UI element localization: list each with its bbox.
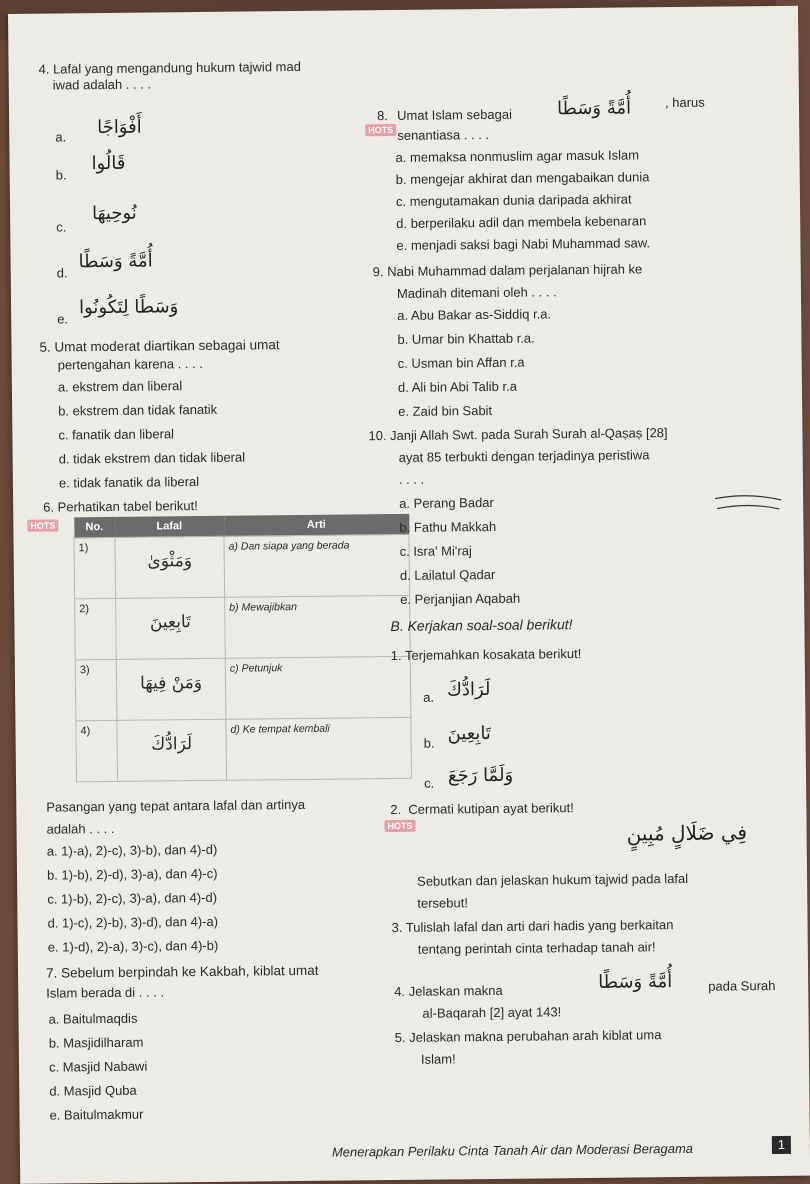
- q4-option-d-arabic: أُمَّةً وَسَطًا: [78, 250, 153, 273]
- section-b-q1-c-arabic: وَلَمَّا رَجَعَ: [447, 764, 514, 787]
- section-b-q2-number: 2.: [390, 801, 402, 818]
- q10-stem-line1: 10. Janji Allah Swt. pada Surah Surah al-Qaṣaṣ [28]: [368, 425, 668, 444]
- table-row: [74, 534, 410, 599]
- q10-stem-line2: ayat 85 terbukti dengan terjadinya peristiwa: [398, 447, 650, 465]
- q8-option-e: e. menjadi saksi bagi Nabi Muhammad saw.: [396, 235, 651, 253]
- q8-option-d: d. berperilaku adil dan membela kebenaran: [396, 213, 647, 231]
- section-b-title: B. Kerjakan soal-soal berikut!: [390, 616, 573, 635]
- q7-option-e: e. Baitulmakmur: [49, 1106, 144, 1123]
- q6-table: [73, 514, 412, 783]
- q6-row1-lafal: وَمَثْوَىٰ: [147, 551, 193, 572]
- q6-row3-lafal: وَمَنْ فِيهَا: [139, 673, 203, 694]
- q7-stem-line1: 7. Sebelum berpindah ke Kakbah, kiblat umat: [45, 962, 319, 981]
- q10-option-b: b. Fathu Makkah: [399, 518, 497, 535]
- q6-hots-badge: HOTS: [27, 520, 58, 532]
- section-b-q1-b-label: b.: [423, 735, 435, 751]
- q4-option-e-label: e.: [57, 311, 69, 327]
- q9-option-d: d. Ali bin Abi Talib r.a: [397, 378, 518, 395]
- section-b-q2-stem: Cermati kutipan ayat berikut!: [408, 800, 574, 817]
- q10-option-d: d. Lailatul Qadar: [399, 566, 496, 583]
- section-b-q2-arabic: فِي ضَلَالٍ مُبِينٍ: [626, 820, 748, 846]
- section-b-q1-a-arabic: لَرَادُّكَ: [446, 678, 491, 701]
- q6-option-b: b. 1)-b), 2)-d), 3)-a), dan 4)-c): [46, 865, 218, 883]
- q6-header-lafal: Lafal: [115, 516, 224, 538]
- q6-after-line2: adalah . . . .: [46, 820, 115, 837]
- q9-option-e: e. Zaid bin Sabit: [398, 402, 493, 419]
- q6-row3-no: 3): [75, 659, 117, 720]
- q4-stem-line1: 4. Lafal yang mengandung hukum tajwid mad: [38, 58, 301, 77]
- q9-option-a: a. Abu Bakar as-Siddiq r.a.: [397, 306, 552, 323]
- section-b-q1-stem: 1. Terjemahkan kosakata berikut!: [390, 646, 582, 664]
- q7-option-a: a. Baitulmaqdis: [48, 1010, 138, 1027]
- q10-option-e: e. Perjanjian Aqabah: [400, 590, 521, 607]
- q9-stem-line1: 9. Nabi Muhammad dalam perjalanan hijrah ke: [372, 261, 643, 280]
- q6-stem: 6. Perhatikan tabel berikut!: [43, 498, 198, 515]
- section-b-q1-c-label: c.: [423, 775, 435, 791]
- section-b-q4-stem-a: 4. Jelaskan makna: [394, 982, 503, 1000]
- q6-option-a: a. 1)-a), 2)-c), 3)-b), dan 4)-d): [46, 841, 218, 859]
- book-page: [8, 6, 810, 1184]
- section-b-q4-arabic: أُمَّةً وَسَطًا: [598, 971, 673, 993]
- q6-header-no: No.: [74, 517, 115, 538]
- q6-option-e: e. 1)-d), 2)-a), 3)-c), dan 4)-b): [47, 937, 219, 955]
- q8-stem-b: , harus: [664, 94, 705, 111]
- q6-row3-arti: c) Petunjuk: [225, 656, 411, 719]
- q8-option-c: c. mengutamakan dunia daripada akhirat: [395, 191, 632, 209]
- q10-option-c: c. Isra' Mi'raj: [399, 543, 472, 559]
- q7-stem-line2: Islam berada di . . . .: [46, 984, 165, 1001]
- q10-stem-line3: . . . .: [398, 471, 425, 487]
- q4-stem-line2: iwad adalah . . . .: [52, 76, 152, 93]
- q5-option-a: a. ekstrem dan liberal: [57, 378, 183, 395]
- q9-stem-line2: Madinah ditemani oleh . . . .: [396, 284, 557, 301]
- section-b-q2-hots-badge: HOTS: [384, 820, 415, 832]
- q4-option-c-label: c.: [56, 219, 67, 235]
- q6-header-arti: Arti: [224, 514, 409, 536]
- section-b-q2-line1: Sebutkan dan jelaskan hukum tajwid pada lafal: [417, 870, 689, 889]
- q6-option-c: c. 1)-b), 2)-c), 3)-a), dan 4)-d): [47, 889, 218, 907]
- q8-arabic: أُمَّةً وَسَطًا: [556, 97, 632, 120]
- section-b-q4-line2: al-Baqarah [2] ayat 143!: [422, 1004, 562, 1021]
- q5-stem-line1: 5. Umat moderat diartikan sebagai umat: [39, 337, 280, 355]
- section-b-q3-line2: tentang perintah cinta terhadap tanah air!: [417, 939, 656, 957]
- q9-option-c: c. Usman bin Affan r.a: [397, 354, 525, 371]
- table-row: [76, 717, 412, 782]
- table-row: [75, 595, 411, 660]
- section-b-q4-stem-b: pada Surah: [708, 978, 776, 994]
- section-b-q2-line2: tersebut!: [417, 895, 469, 911]
- decorative-swoosh: [713, 492, 783, 513]
- table-row: [75, 656, 411, 721]
- q8-hots-badge: HOTS: [365, 124, 396, 136]
- q4-option-c-arabic: نُوحِيهَا: [91, 202, 137, 225]
- q6-row4-arti: d) Ke tempat kembali: [226, 717, 412, 780]
- section-b-q5-line2: Islam!: [420, 1051, 456, 1067]
- q4-option-a-label: a.: [55, 129, 67, 145]
- q8-stem-line2: senantiasa . . . .: [397, 126, 490, 143]
- q5-option-e: e. tidak fanatik da liberal: [58, 474, 200, 491]
- q8-option-b: b. mengejar akhirat dan mengabaikan dunia: [395, 169, 650, 187]
- q4-option-b-label: b.: [55, 167, 67, 183]
- q6-row1-no: 1): [74, 537, 116, 598]
- q8-number: 8.: [377, 108, 389, 124]
- q4-option-b-arabic: قَالُوا: [91, 152, 126, 175]
- q10-option-a: a. Perang Badar: [399, 494, 494, 511]
- q8-option-a: a. memaksa nonmuslim agar masuk Islam: [395, 147, 640, 165]
- q7-option-d: d. Masjid Quba: [49, 1082, 137, 1099]
- section-b-q1-a-label: a.: [423, 689, 435, 705]
- q6-row2-arti: b) Mewajibkan: [225, 595, 411, 658]
- q4-option-e-arabic: وَسَطًا لِتَكُونُوا: [78, 296, 179, 319]
- q6-row4-lafal: لَرَادُّكَ: [151, 734, 193, 755]
- q4-option-a-arabic: أَفْوَاجًا: [97, 116, 142, 139]
- q9-option-b: b. Umar bin Khattab r.a.: [397, 330, 535, 347]
- q6-row2-no: 2): [75, 598, 117, 659]
- footer-title: Menerapkan Perilaku Cinta Tanah Air dan Moderasi Beragama: [331, 1140, 694, 1160]
- q7-option-b: b. Masjidilharam: [48, 1034, 144, 1051]
- footer-page-number: 1: [772, 1136, 791, 1154]
- section-b-q3-line1: 3. Tulislah lafal dan arti dari hadis yang berkaitan: [391, 917, 674, 936]
- q6-option-d: d. 1)-c), 2)-b), 3)-d), dan 4)-a): [47, 913, 219, 931]
- section-b-q5-line1: 5. Jelaskan makna perubahan arah kiblat uma: [394, 1027, 662, 1046]
- q5-option-d: d. tidak ekstrem dan tidak liberal: [58, 449, 246, 467]
- q6-row1-arti: a) Dan siapa yang berada: [224, 534, 410, 597]
- section-b-q1-b-arabic: تَابِعِينَ: [447, 722, 491, 745]
- q5-option-b: b. ekstrem dan tidak fanatik: [58, 401, 218, 419]
- q5-stem-line2: pertengahan karena . . . .: [57, 355, 204, 373]
- q4-option-d-label: d.: [56, 265, 68, 281]
- q6-after-line1: Pasangan yang tepat antara lafal dan artinya: [46, 796, 306, 815]
- q6-row2-lafal: تَابِعِينَ: [149, 612, 191, 633]
- q6-row4-no: 4): [76, 720, 118, 781]
- q5-option-c: c. fanatik dan liberal: [58, 426, 175, 443]
- q8-stem-a: Umat Islam sebagai: [397, 106, 513, 123]
- q7-option-c: c. Masjid Nabawi: [48, 1058, 148, 1075]
